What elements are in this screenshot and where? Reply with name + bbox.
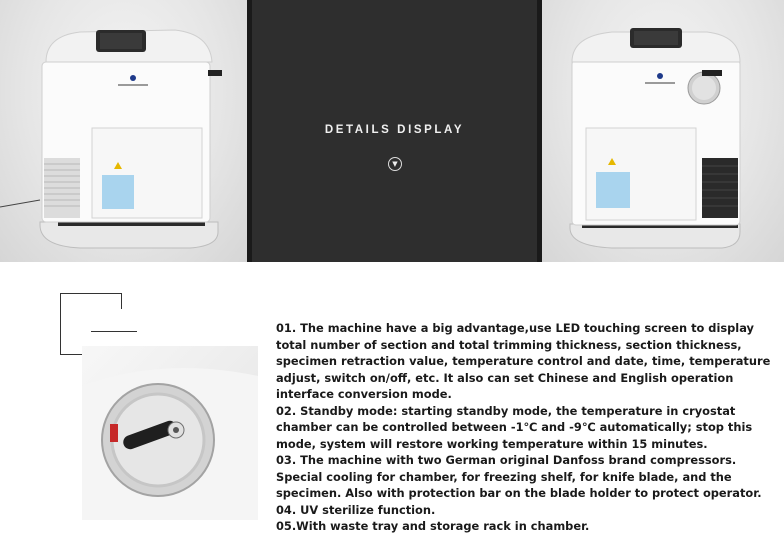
cryostat-front-photo xyxy=(0,0,247,262)
cryostat-side-photo xyxy=(542,0,784,262)
chevron-down-icon[interactable]: ▼ xyxy=(388,157,402,171)
feature-item: 03. The machine with two German original Danfoss brand compressors. Special cooling for chamber, for freezing shelf, for knife blade, and the specimen. Also with protection bar on the blade holder to protect operator. xyxy=(276,453,762,500)
feature-item: 02. Standby mode: starting standby mode, the temperature in cryostat chamber can be controlled between -1℃ and -9℃ automatically; stop this mode, system will restore working temperature within 15 minutes. xyxy=(276,403,753,451)
decor-line-right xyxy=(121,293,122,309)
details-title-panel xyxy=(252,0,537,262)
cryostat-side-illustration xyxy=(542,0,784,262)
decor-line-left xyxy=(60,293,61,355)
decor-line-bottom xyxy=(60,354,84,355)
decor-line-mid xyxy=(91,331,137,332)
details-banner xyxy=(0,0,784,262)
handwheel-illustration xyxy=(82,346,258,520)
feature-item: 05.With waste tray and storage rack in chamber. xyxy=(276,519,590,533)
handwheel-closeup-photo xyxy=(82,346,258,520)
details-display-title: DETAILS DISPLAY xyxy=(324,124,465,136)
feature-item: 01. The machine have a big advantage,use LED touching screen to display total number of section and total trimming thickness, section thickness, specimen retraction value, temperature control and date, time, temperature adjust, switch on/off, etc. It also can set Chinese and English operation interface conversion mode. xyxy=(276,321,771,401)
features-description xyxy=(276,320,776,535)
cryostat-front-illustration xyxy=(0,0,247,262)
feature-item: 04. UV sterilize function. xyxy=(276,502,436,517)
decor-line-top xyxy=(60,293,122,294)
